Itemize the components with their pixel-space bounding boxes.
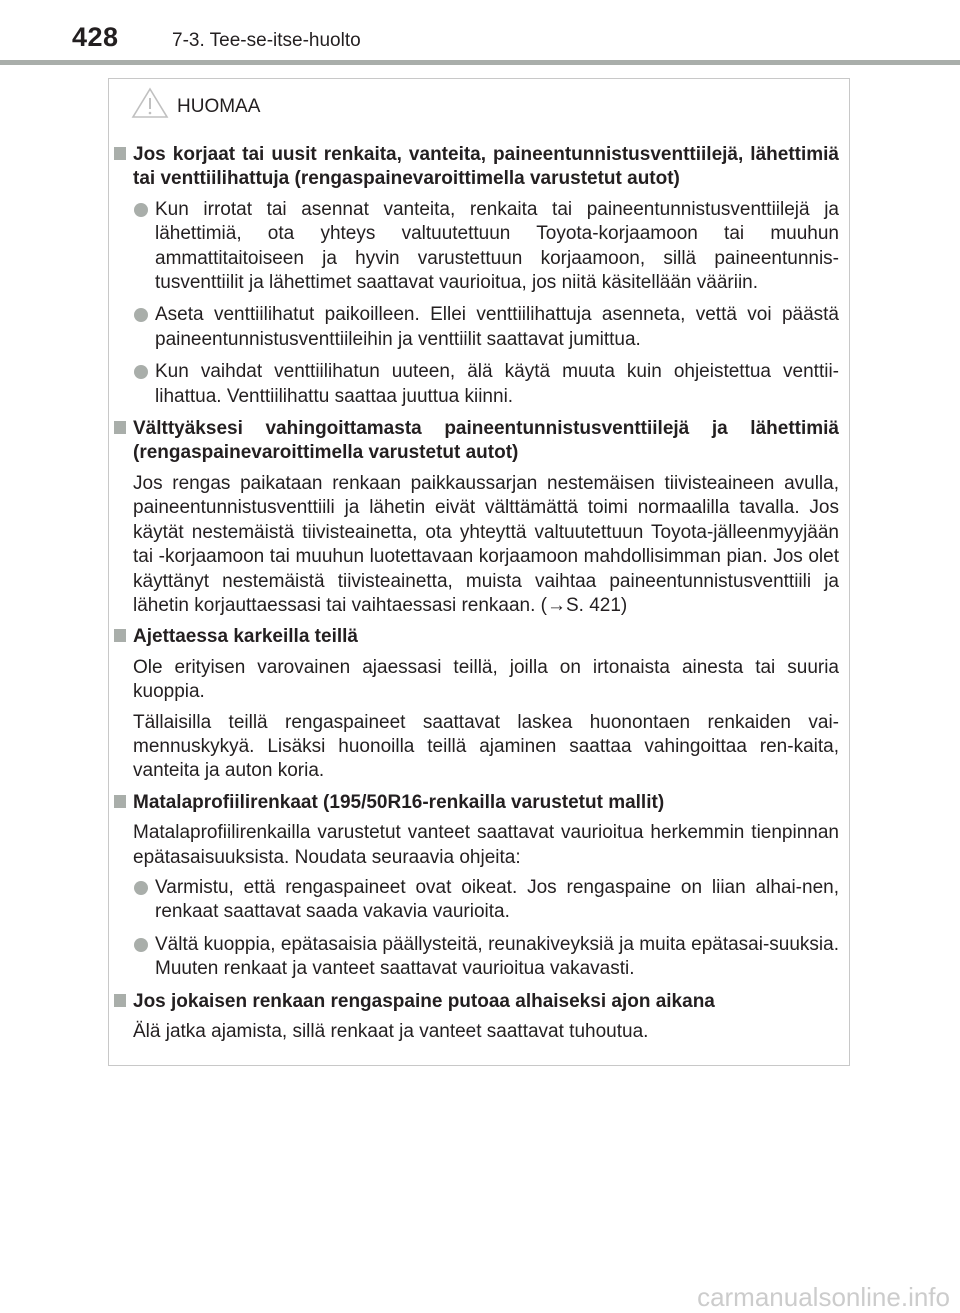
notice-section	[109, 143, 839, 409]
section-paragraph: Ole erityisen varovainen ajaessasi teillä, joilla on irtonaista ainesta tai suuria kuoppia.	[133, 656, 839, 703]
bullet-text: Aseta venttiilihatut paikoilleen. Ellei venttiilihattuja asenneta, vettä voi päästä paineentunnistusventtiileihin ja venttiilit saattavat jumittua.	[155, 304, 839, 350]
warning-triangle-icon	[131, 87, 169, 119]
section-heading: Matalaprofiilirenkaat (195/50R16-renkailla varustetut mallit)	[133, 791, 665, 813]
section-heading: Jos jokaisen renkaan rengaspaine putoaa alhaiseksi ajon aikana	[133, 990, 715, 1012]
notice-section	[109, 990, 839, 1045]
square-bullet-icon	[114, 421, 126, 434]
watermark: carmanualsonline.info	[697, 1282, 950, 1312]
section-heading: Jos korjaat tai uusit renkaita, vanteita, paineentunnistusventtiilejä, lähettimiä tai venttiilihattuja (rengaspainevaroittimella varustetut autot)	[133, 144, 839, 190]
notice-body	[109, 143, 839, 1051]
section-paragraph: Jos rengas paikataan renkaan paikkaussarjan nestemäisen tiivisteaineen avulla, paineentunnistusventtiili ja lähetin eivät välttämättä toimi normaalilla tavalla. Jos käytät nestemäistä tiivisteainetta, ota yhteyttä valtuutettuun Toyota-jälleenmyyjään tai -korjaamoon tai muuhun luotettavaan korjaamoon mahdollisimman pian. Jos olet käyttänyt nestemäistä tiivisteainetta, muista vaihtaa paineentunnistusventtiili ja lähetin korjauttaessasi tai vaihtaessasi renkaan. (→S. 421)	[133, 472, 839, 616]
square-bullet-icon	[114, 147, 126, 160]
section-title: 7-3. Tee-se-itse-huolto	[172, 30, 361, 51]
round-bullet-icon	[134, 365, 148, 379]
notice-section	[109, 417, 839, 618]
round-bullet-icon	[134, 203, 148, 217]
round-bullet-icon	[134, 938, 148, 952]
round-bullet-icon	[134, 881, 148, 895]
section-paragraph: Matalaprofiilirenkailla varustetut vanteet saattavat vaurioitua herkemmin tienpinnan epätasaisuuksista. Noudata seuraavia ohjeita:	[133, 822, 839, 868]
bullet-item	[133, 303, 839, 352]
bullet-text: Kun vaihdat venttiilihatun uuteen, älä käytä muuta kuin ohjeistettua venttii-lihattua. Venttiilihattu saattaa juuttua kiinni.	[155, 361, 839, 407]
notice-title: HUOMAA	[177, 96, 261, 117]
square-bullet-icon	[114, 994, 126, 1007]
section-paragraph: Älä jatka ajamista, sillä renkaat ja vanteet saattavat tuhoutua.	[133, 1021, 649, 1042]
bullet-text: Kun irrotat tai asennat vanteita, renkaita tai paineentunnistusventtiilejä ja lähettimiä, ota yhteys valtuutettuun Toyota-korjaamoon tai muuhun ammattitaitoiseen ja hyvin varustettuun korjaamoon, sillä paineentunnis-tusventtiilit ja lähettimet saattavat vaurioitua, jos niitä käsitellään vääriin.	[155, 198, 839, 294]
square-bullet-icon	[114, 629, 126, 642]
page-number: 428	[72, 22, 119, 52]
bullet-text: Varmistu, että rengaspaineet ovat oikeat. Jos rengaspaine on liian alhai-nen, renkaat saattavat saada vakavia vaurioita.	[155, 876, 839, 923]
section-paragraph: Tällaisilla teillä rengaspaineet saattavat laskea huonontaen renkaiden vai-mennuskykyä. Lisäksi huonoilla teillä ajaminen saattaa vahingoittaa ren-kaita, vanteita ja auton koria.	[133, 711, 839, 782]
round-bullet-icon	[134, 308, 148, 322]
notice-section	[109, 791, 839, 982]
bullet-item	[133, 876, 839, 925]
header-divider	[0, 60, 960, 65]
bullet-text: Vältä kuoppia, epätasaisia päällysteitä, reunakiveyksiä ja muita epätasai-suuksia. Muuten renkaat ja vanteet saattavat vaurioitua vakavasti.	[155, 933, 839, 980]
notice-section	[109, 625, 839, 783]
square-bullet-icon	[114, 795, 126, 808]
bullet-item	[133, 198, 839, 296]
bullet-item	[133, 360, 839, 409]
section-heading: Välttyäksesi vahingoittamasta paineentunnistusventtiilejä ja lähettimiä (rengaspainevaroittimella varustetut autot)	[133, 418, 839, 464]
notice-box	[108, 78, 850, 1066]
section-heading: Ajettaessa karkeilla teillä	[133, 626, 358, 648]
bullet-item	[133, 933, 839, 982]
